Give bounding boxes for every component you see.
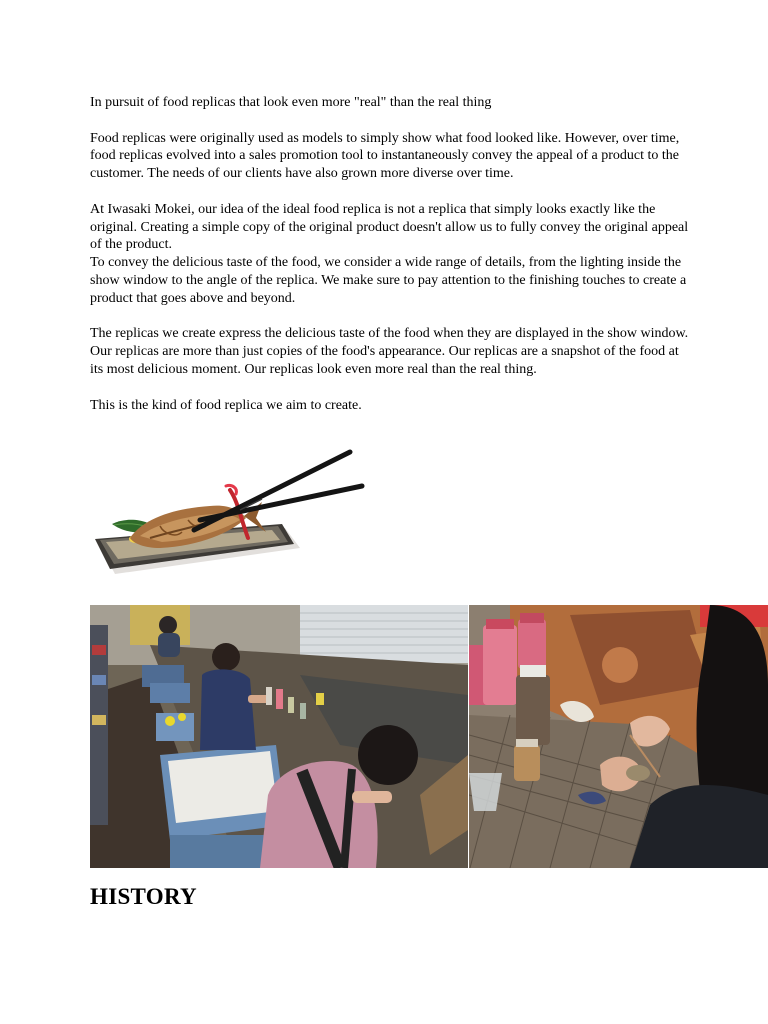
paragraph-details: To convey the delicious taste of the food, we consider a wide range of details, from the lighting inside the show window to the angle of the replica. We make sure to pay attention to the finishing touches to create a product that goes above and beyond. <box>90 255 687 306</box>
painting-closeup-photo <box>469 605 768 868</box>
paragraph-show-window: The replicas we create express the delicious taste of the food when they are displayed in the show window. Our replicas are more than just copies of the food's appearance. Our replicas are a snapshot of the food at its most delicious moment. Our replicas look even more real than the real thing. <box>90 326 689 377</box>
intro-heading: In pursuit of food replicas that look even more "real" than the real thing <box>90 95 492 110</box>
workers-painting-photo <box>90 605 468 868</box>
workshop-photos <box>90 605 768 868</box>
paragraph-aim: This is the kind of food replica we aim to create. <box>90 397 362 413</box>
document-body <box>90 94 690 432</box>
paragraph-ideal-replica: At Iwasaki Mokei, our idea of the ideal food replica is not a replica that simply looks exactly like the original. Creating a simple copy of the original product doesn't allow us to fully convey the original appeal of the product. <box>90 201 689 253</box>
paragraph-origins: Food replicas were originally used as models to simply show what food looked like. However, over time, food replicas evolved into a sales promotion tool to instantaneously convey the appeal of a product to the customer. The needs of our clients have also grown more diverse over time. <box>90 130 680 182</box>
grilled-fish-replica-image <box>90 446 370 596</box>
section-title-history: HISTORY <box>90 884 197 909</box>
